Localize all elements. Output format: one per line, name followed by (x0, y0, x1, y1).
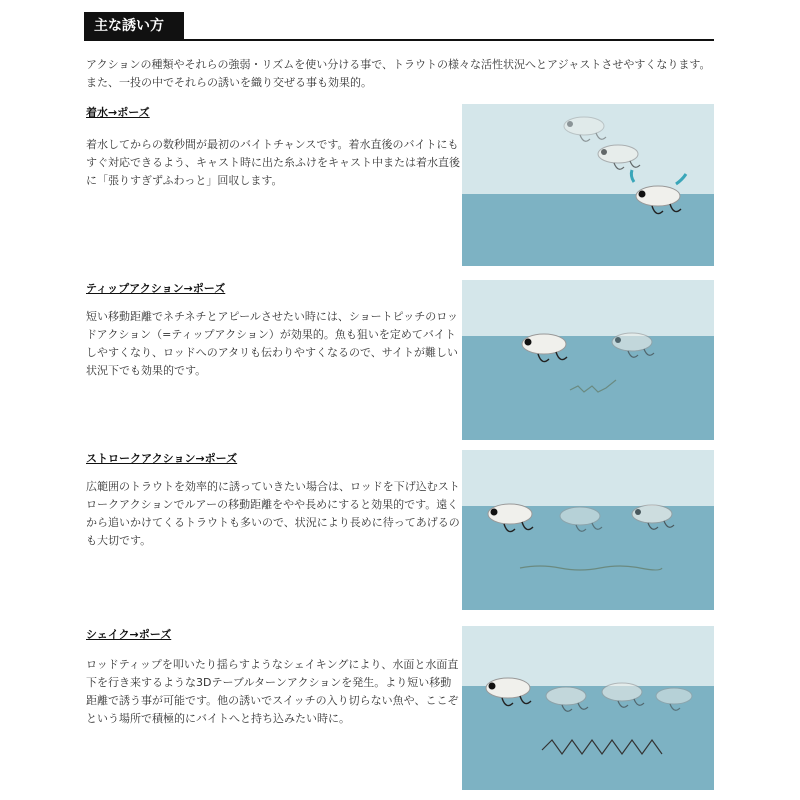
section-body-tip-action: 短い移動距離でネチネチとアピールさせたい時には、ショートピッチのロッドアクション（=ティップアクション）が効果的。魚も狙いを定めてバイトしやすくなり、ロッドへのアタリも伝わりやすくなるので、サイトが難しい状況下でも効果的です。 (86, 310, 459, 377)
illustration-landing-pause (462, 104, 714, 266)
section-body-shake: ロッドティップを叩いたり揺らすようなシェイキングにより、水面と水面直下を行き来するような3Dテーブルターンアクションを発生。より短い移動距離で誘う事が可能です。他の誘いでスイッチの入り切らない魚や、ここぞという場所で積極的にバイトへと持ち込みたい時に。 (86, 658, 459, 725)
section-body-stroke-action: 広範囲のトラウトを効率的に誘っていきたい場合は、ロッドを下げ込むストロークアクションでルアーの移動距離をやや長めにすると効果的です。遠くから追いかけてくるトラウトも多いので、状況により長めに待ってあげるのも大切です。 (86, 480, 460, 547)
section-header: 主な誘い方 (84, 12, 184, 40)
illustration-tip-action (462, 280, 714, 440)
illustration-stroke-action (462, 450, 714, 610)
intro-text: アクションの種類やそれらの強弱・リズムを使い分ける事で、トラウトの様々な活性状況へとアジャストさせやすくなります。また、一投の中でそれらの誘いを織り交ぜる事も効果的。 (86, 58, 711, 89)
illustration-shake (462, 626, 714, 790)
section-title-stroke-action: ストロークアクション→ポーズ (86, 452, 238, 465)
section-body-landing-pause: 着水してからの数秒間が最初のバイトチャンスです。着水直後のバイトにもすぐ対応できるよう、キャスト時に出た糸ふけをキャスト中または着水直後に「張りすぎずふわっと」回収します。 (86, 138, 460, 187)
section-title-landing-pause: 着水→ポーズ (86, 106, 150, 119)
header-rule (84, 39, 714, 41)
section-title-shake: シェイク→ポーズ (86, 628, 172, 641)
section-title-tip-action: ティップアクション→ポーズ (86, 282, 226, 295)
